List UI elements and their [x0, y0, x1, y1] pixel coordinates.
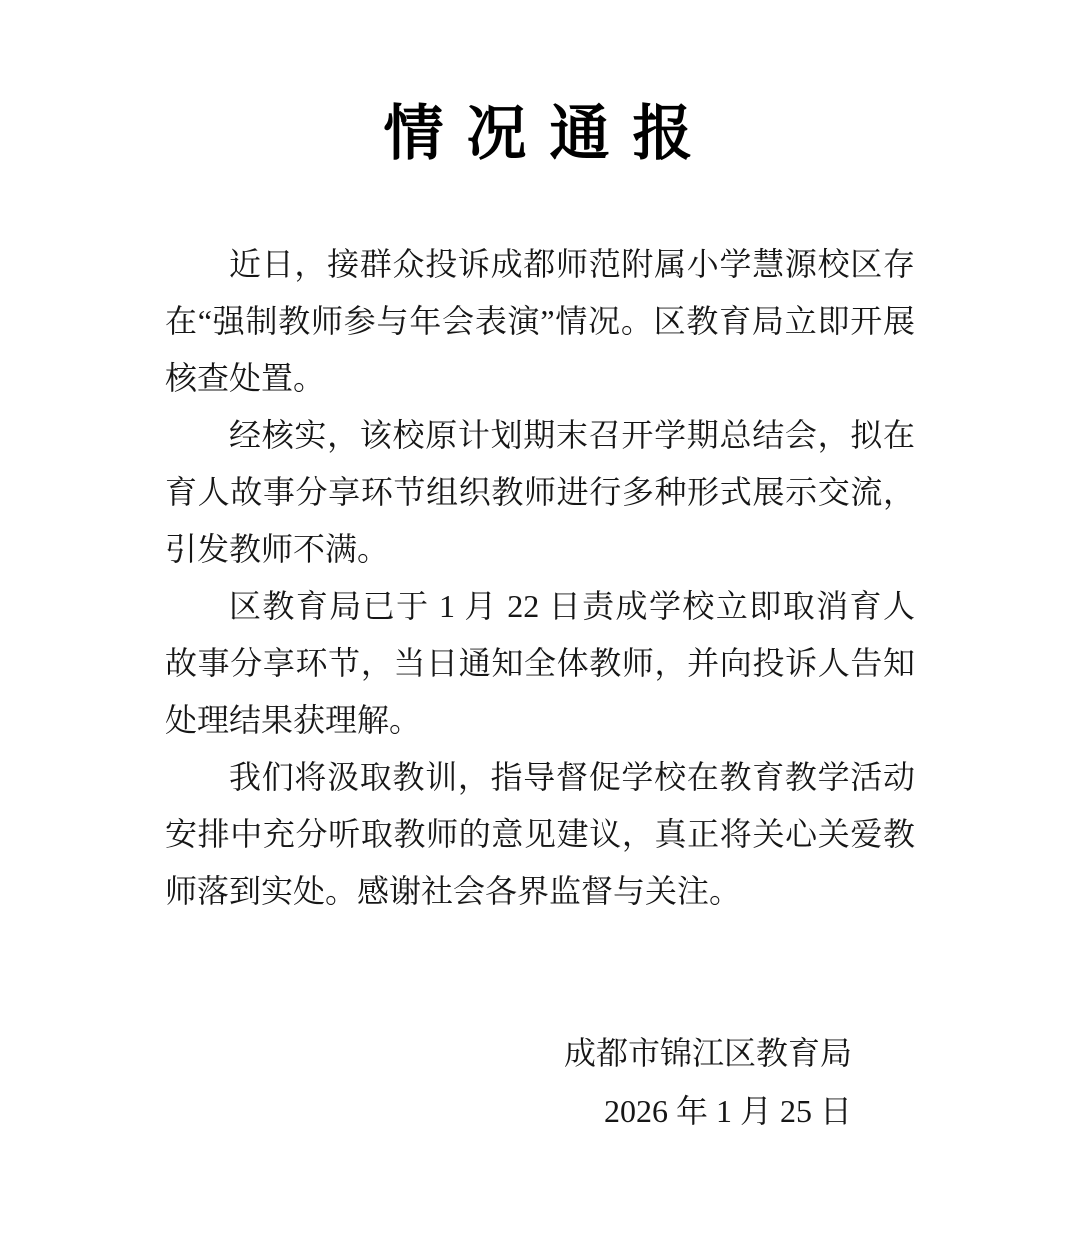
notice-paragraph-action: 区教育局已于 1 月 22 日责成学校立即取消育人故事分享环节，当日通知全体教师，并向投诉人告知处理结果获理解。 — [165, 588, 915, 738]
notice-title: 情 况 通 报 — [383, 101, 697, 167]
notice-paragraph-verification: 经核实，该校原计划期末召开学期总结会，拟在育人故事分享环节组织教师进行多种形式展示交流，引发教师不满。 — [165, 417, 915, 567]
notice-paragraph-lesson: 我们将汲取教训，指导督促学校在教育教学活动安排中充分听取教师的意见建议，真正将关心关爱教师落到实处。感谢社会各界监督与关注。 — [165, 759, 915, 909]
issue-date: 2026 年 1 月 25 日 — [603, 1093, 852, 1129]
notice-paragraph-complaint: 近日，接群众投诉成都师范附属小学慧源校区存在“强制教师参与年会表演”情况。区教育局立即开展核查处置。 — [165, 246, 915, 396]
notice-signoff — [165, 1024, 915, 1140]
notice-body — [165, 236, 915, 920]
issuer-name: 成都市锦江区教育局 — [563, 1035, 852, 1071]
